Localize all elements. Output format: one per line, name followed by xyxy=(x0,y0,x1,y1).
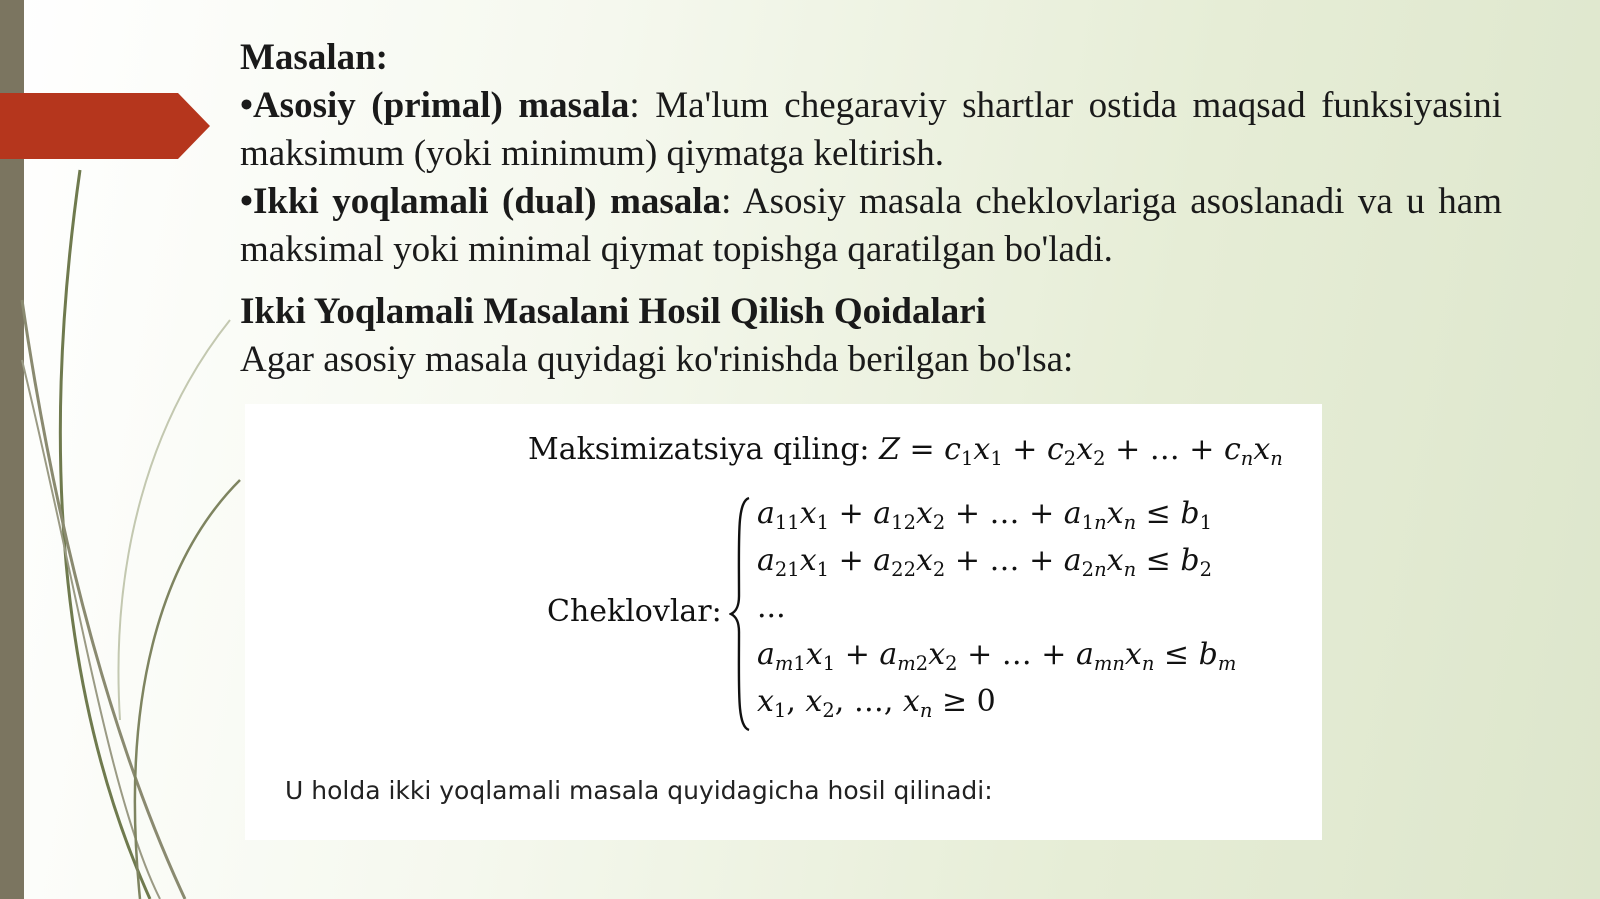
constraint-row-2: $a_{21}x_1 + a_{22}x_2$ + … + $a_{2n}x_n \le b_2$ xyxy=(757,543,1212,581)
constraints-label: Cheklovlar: xyxy=(547,594,722,629)
nonnegativity-row: $x_1$, $x_2$, …, $x_n \ge 0$ xyxy=(757,684,996,722)
slide-content xyxy=(240,34,1502,384)
bullet-dual-text: : Asosiy masala cheklovlariga asoslanadi va u ham maksimal yoki minimal qiymat topishga qaratilgan bo'ladi. xyxy=(240,181,1502,270)
intro-text: Agar asosiy masala quyidagi ko'rinishda berilgan bo'lsa: xyxy=(240,339,1074,380)
bullet-primal-term: •Asosiy (primal) masala xyxy=(240,85,630,126)
formula-image xyxy=(245,404,1322,840)
slide-heading: Masalan: xyxy=(240,37,388,78)
objective-label: Maksimizatsiya qiling: xyxy=(528,432,870,467)
left-brace-icon xyxy=(729,496,753,732)
bullet-dual xyxy=(240,178,1502,274)
bullet-primal-text: : Ma'lum chegaraviy shartlar ostida maqsad funksiyasini maksimum (yoki minimum) qiymatga keltirish. xyxy=(240,85,1502,174)
figure-caption: U holda ikki yoqlamali masala quyidagicha hosil qilinadi: xyxy=(285,776,993,805)
constraint-row-m: $a_{m1}x_1 + a_{m2}x_2$ + … + $a_{mn}x_n \le b_m$ xyxy=(757,637,1237,675)
constraint-row-1: $a_{11}x_1 + a_{12}x_2$ + … + $a_{1n}x_n \le b_1$ xyxy=(757,496,1212,534)
objective-function: Maksimizatsiya qiling: $Z = c_1x_1 + c_2x_2$ + … + $c_nx_n$ xyxy=(528,432,1283,470)
title-arrow-shape xyxy=(0,93,210,159)
bullet-dual-term: •Ikki yoqlamali (dual) masala xyxy=(240,181,722,222)
bullet-primal xyxy=(240,82,1502,178)
constraint-ellipsis: ... xyxy=(757,590,786,625)
section-title: Ikki Yoqlamali Masalani Hosil Qilish Qoidalari xyxy=(240,291,986,332)
